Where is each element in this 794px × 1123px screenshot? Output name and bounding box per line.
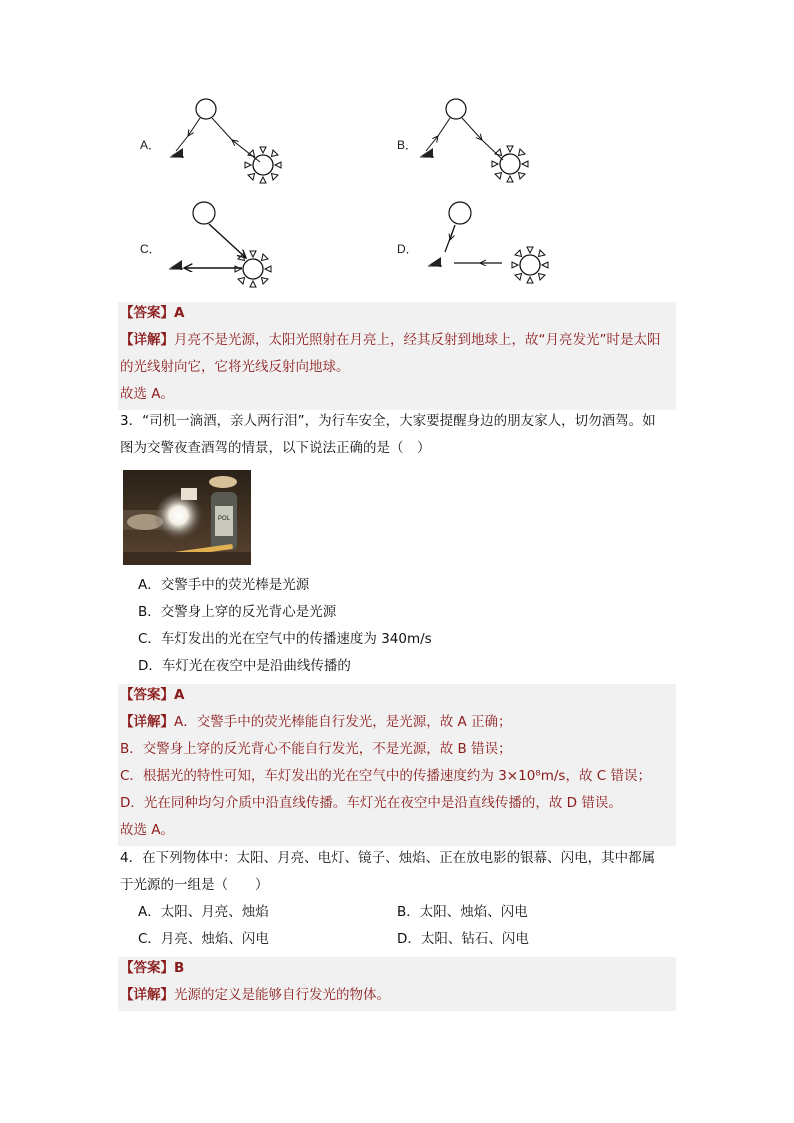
- q3-option-d: D．车灯光在夜空中是沿曲线传播的: [138, 658, 351, 674]
- moon-icon: [193, 202, 215, 224]
- q3-stem-line-1: 3．“司机一滴酒，亲人两行泪”，为行车安全，大家要提醒身边的朋友家人，切勿酒驾。如: [120, 413, 656, 429]
- q3-answer-box: [118, 684, 676, 846]
- q4-option-b: B．太阳、烛焰、闪电: [397, 904, 528, 920]
- q2-conclusion: 故选 A。: [120, 386, 175, 402]
- diagram-a: [170, 99, 281, 183]
- moon-icon: [446, 99, 466, 119]
- q3-detail-a: 【详解】A．交警手中的荧光棒能自行发光，是光源，故 A 正确；: [120, 714, 512, 730]
- moon-icon: [196, 99, 216, 119]
- q3-detail-b: B．交警身上穿的反光背心不能自行发光，不是光源，故 B 错误；: [120, 741, 512, 757]
- q2-answer: 【答案】A: [120, 305, 185, 321]
- q3-stem-line-2: 图为交警夜查酒驾的情景，以下说法正确的是（ ）: [120, 440, 431, 456]
- q3-option-b: B．交警身上穿的反光背心是光源: [138, 604, 337, 620]
- sun-icon: [492, 146, 528, 182]
- eye-icon: [428, 257, 442, 267]
- svg-text:POL: POL: [218, 516, 231, 522]
- sun-icon: [245, 147, 281, 183]
- q2-option-a-label: A．: [140, 138, 161, 152]
- q2-option-c-label: C．: [140, 242, 161, 256]
- q2-answer-box: [118, 302, 676, 410]
- diagram-d: [428, 202, 548, 283]
- q4-option-c: C．月亮、烛焰、闪电: [138, 931, 269, 947]
- eye-icon: [169, 260, 183, 270]
- sun-icon: [235, 251, 271, 287]
- sun-icon: [512, 247, 548, 283]
- q3-option-a: A．交警手中的荧光棒是光源: [138, 577, 310, 593]
- q3-option-c: C．车灯发出的光在空气中的传播速度为 340m/s: [138, 631, 432, 647]
- q4-option-a: A．太阳、月亮、烛焰: [138, 904, 269, 920]
- q2-diagrams: [120, 90, 580, 290]
- q4-option-d: D．太阳、钻石、闪电: [397, 931, 529, 947]
- diagram-b: [420, 99, 528, 182]
- moon-icon: [449, 202, 471, 224]
- q3-photo: [123, 470, 251, 565]
- q4-detail: 【详解】光源的定义是能够自行发光的物体。: [120, 987, 390, 1003]
- q3-answer: 【答案】A: [120, 687, 185, 703]
- q4-stem-line-1: 4．在下列物体中：太阳、月亮、电灯、镜子、烛焰、正在放电影的银幕、闪电，其中都属: [120, 850, 656, 866]
- diagram-c: [169, 202, 271, 287]
- q3-conclusion: 故选 A。: [120, 822, 175, 838]
- q4-stem-line-2: 于光源的一组是（ ）: [120, 877, 269, 893]
- q2-detail-line-2: 的光线射向它，它将光线反射向地球。: [120, 359, 350, 375]
- q3-detail-c: C．根据光的特性可知，车灯发出的光在空气中的传播速度约为 3×10⁸m/s，故 C 错误；: [120, 768, 651, 784]
- q2-option-b-label: B．: [397, 138, 418, 152]
- q2-detail-line-1: 【详解】月亮不是光源，太阳光照射在月亮上，经其反射到地球上，故“月亮发光”时是太阳: [120, 332, 661, 348]
- q4-answer: 【答案】B: [120, 960, 185, 976]
- q2-diagram-svg: [120, 90, 580, 290]
- q2-option-d-label: D．: [397, 242, 418, 256]
- q3-detail-d: D．光在同种均匀介质中沿直线传播。车灯光在夜空中是沿直线传播的，故 D 错误。: [120, 795, 622, 811]
